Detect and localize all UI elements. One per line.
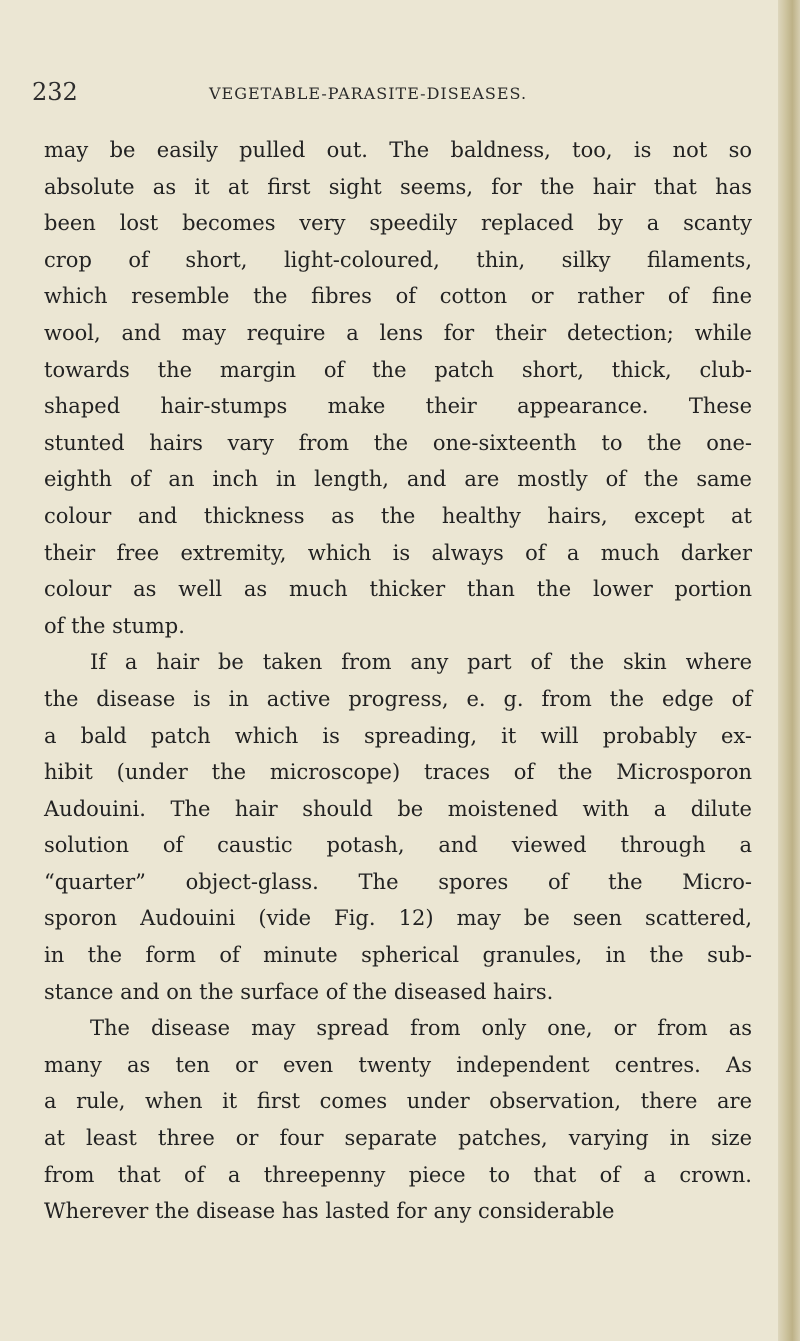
running-head: VEGETABLE-PARASITE-DISEASES. (208, 84, 528, 103)
text-line: colour and thickness as the healthy hairs, except at (44, 503, 752, 528)
text-line: towards the margin of the patch short, thick, club- (44, 357, 752, 382)
text-line: If a hair be taken from any part of the skin where (90, 650, 752, 675)
text-line: the disease is in active progress, e. g. from the edge of (44, 686, 752, 711)
text-line: stance and on the surface of the diseased hairs. (44, 979, 554, 1004)
text-line: sporon Audouini (vide Fig. 12) may be seen scattered, (44, 906, 752, 931)
text-line: a rule, when it first comes under observation, there are (44, 1089, 752, 1114)
paragraph-1 (44, 132, 752, 644)
text-line: at least three or four separate patches, varying in size (44, 1126, 752, 1151)
body-text (44, 132, 752, 1230)
text-line: eighth of an inch in length, and are mostly of the same (44, 467, 752, 492)
text-line: a bald patch which is spreading, it will probably ex- (44, 723, 752, 748)
text-line: colour as well as much thicker than the lower portion (44, 577, 752, 602)
text-line: shaped hair-stumps make their appearance. These (44, 394, 752, 419)
page-edge-shadow (778, 0, 800, 1341)
page-number: 232 (32, 78, 78, 106)
text-line: many as ten or even twenty independent centres. As (44, 1052, 752, 1077)
text-line: hibit (under the microscope) traces of the Microsporon (44, 760, 752, 785)
text-line: Audouini. The hair should be moistened with a dilute (44, 796, 752, 821)
text-line: of the stump. (44, 613, 185, 638)
text-line: wool, and may require a lens for their detection; while (44, 320, 752, 345)
paragraph-3 (44, 1010, 752, 1230)
text-line: in the form of minute spherical granules, in the sub- (44, 943, 752, 968)
text-line: their free extremity, which is always of a much darker (44, 540, 752, 565)
text-line: crop of short, light-coloured, thin, silky filaments, (44, 247, 752, 272)
text-line: solution of caustic potash, and viewed through a (44, 833, 752, 858)
text-line: may be easily pulled out. The baldness, too, is not so (44, 138, 752, 162)
text-line: from that of a threepenny piece to that of a crown. (44, 1162, 752, 1187)
paragraph-2 (44, 644, 752, 1010)
text-line: stunted hairs vary from the one-sixteenth to the one- (44, 430, 752, 455)
text-line: absolute as it at first sight seems, for the hair that has (44, 174, 752, 199)
text-line: been lost becomes very speedily replaced by a scanty (44, 211, 752, 236)
text-line: which resemble the fibres of cotton or rather of fine (44, 284, 752, 309)
text-line: “quarter” object-glass. The spores of the Micro- (44, 869, 752, 894)
text-line: Wherever the disease has lasted for any considerable (44, 1199, 615, 1224)
text-line: The disease may spread from only one, or from as (90, 1016, 752, 1041)
